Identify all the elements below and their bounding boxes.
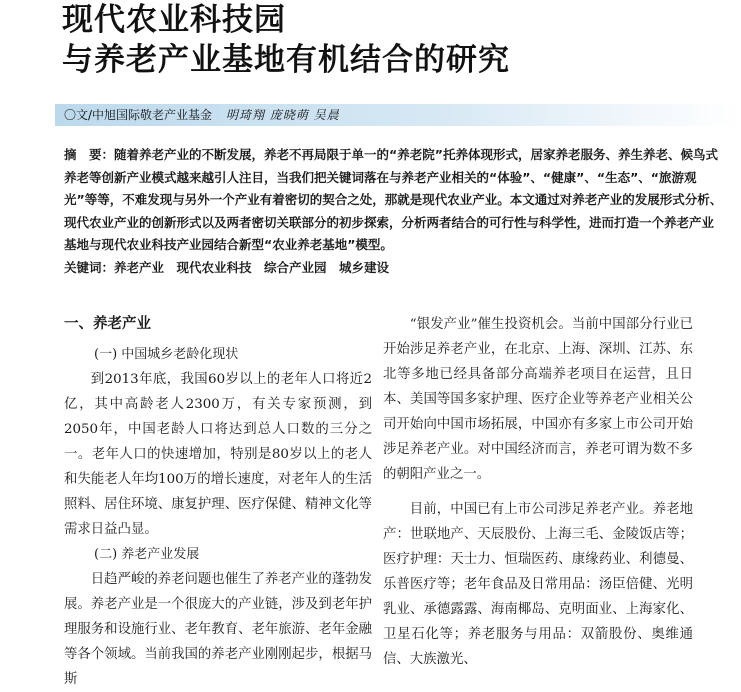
keywords-text: 养老产业 现代农业科技 综合产业园 城乡建设 (114, 260, 390, 275)
subsection-heading-2: (二) 养老产业发展 (94, 547, 200, 562)
paragraph-aging-status: 到2013年底，我国60岁以上的老年人口将近2亿，其中高龄老人2300万，有关专家预测，到2050年，中国老龄人口将达到总人口数的三分之一。老年人口的快速增加，特别是80岁以上的老人和失能老人年均100万的增长速度，对老年人的生活照料、居住环境、康复护理、医疗保健、精神文化等需求日益凸显。 (64, 372, 372, 537)
paragraph-gap (383, 487, 693, 497)
paragraph-silver-industry: “银发产业”催生投资机会。当前中国部分行业已开始涉足养老产业，在北京、上海、深圳、江苏、东北等多地已经具备部分高端养老项目在运营，且日本、美国等国多家护理、医疗企业等养老产业相关公司开始向中国市场拓展，中国亦有多家上市公司开始涉足养老产业。对中国经济而言，养老可谓为数不多的朝阳产业之一。 (383, 317, 693, 482)
title-line-2: 与养老产业基地有机结合的研究 (62, 42, 510, 78)
keywords (64, 257, 726, 279)
paragraph-listed-companies: 目前，中国已有上市公司涉足养老产业。养老地产：世联地产、天辰股份、上海三毛、金陵饭店等；医疗护理：天士力、恒瑞医药、康缘药业、利德曼、乐普医疗等；老年食品及日常用品：汤臣倍健、光明乳业、承德露露、海南椰岛、克明面业、上海家化、卫星石化等；养老服务与用品：双箭股份、奥维通信、大族激光、 (383, 502, 693, 667)
left-column (64, 312, 372, 692)
author-line (64, 106, 340, 124)
abstract-label: 摘 要： (64, 147, 115, 162)
paragraph-industry-development: 日趋严峻的养老问题也催生了养老产业的蓬勃发展。养老产业是一个很庞大的产业链，涉及到老年护理服务和设施行业、老年教育、老年旅游、老年金融等各个领域。当前我国的养老产业刚刚起步，根据马斯 (64, 572, 372, 687)
right-column (383, 312, 693, 672)
subsection-heading-1: (一) 中国城乡老龄化现状 (94, 347, 239, 362)
abstract-text: 随着养老产业的不断发展，养老不再局限于单一的“养老院”托养体现形式，居家养老服务、养生养老、候鸟式养老等创新产业模式越来越引人注目，当我们把关键词落在与养老产业相关的“体验”、“健康”、“生态”、“旅游观光”等等，不难发现与另外一个产业有着密切的契合之处，那就是现代农业产业。本文通过对养老产业的发展形式分析、现代农业产业的创新形式以及两者密切关联部分的初步探索，分析两者结合的可行性与科学性，进而打造一个养老产业基地与现代农业科技产业园结合新型“农业养老基地”模型。 (64, 147, 723, 252)
article-title (62, 0, 722, 80)
section-heading: 一、养老产业 (64, 316, 151, 332)
author-names: 明琦翔 庞晓萌 吴晨 (226, 108, 340, 122)
keywords-label: 关键词： (64, 260, 115, 275)
abstract (64, 144, 726, 257)
title-line-1: 现代农业科技园 (62, 2, 286, 38)
author-affiliation: 〇文/中旭国际敬老产业基金 (64, 108, 213, 122)
